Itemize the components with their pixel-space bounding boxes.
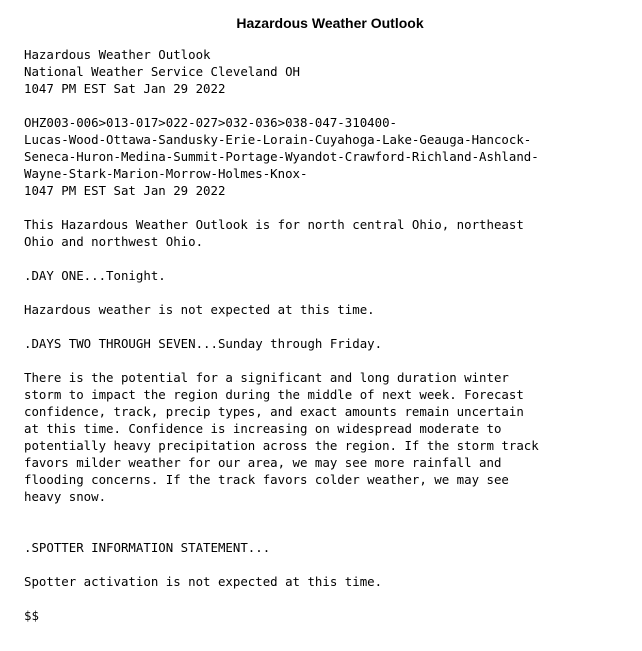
page-title: Hazardous Weather Outlook [236,15,424,31]
outlook-product-text: Hazardous Weather Outlook National Weather Service Cleveland OH 1047 PM EST Sat Jan 29 2022 OHZ003-006>013-017>022-027>032-036>038-047-310400- Lucas-Wood-Ottawa-Sandusky-Erie-Lorain-Cuyahoga-Lake-Geauga-Hancock- Seneca-Huron-Medina-Summit-Portage-Wyandot-Crawford-Richland-Ashland- Wayne-Stark-Marion-Morrow-Holmes-Knox- 1047 PM EST Sat Jan 29 2022 This Hazardous Weather Outlook is for north central Ohio, northeast Ohio and northwest Ohio. .DAY ONE...Tonight. Hazardous weather is not expected at this time. .DAYS TWO THROUGH SEVEN...Sunday through Friday. There is the potential for a significant and long duration winter storm to impact the region during the middle of next week. Forecast confidence, track, precip types, and exact amounts remain uncertain at this time. Confidence is increasing on widespread moderate to potentially heavy precipitation across the region. If the storm track favors milder weather for our area, we may see more rainfall and flooding concerns. If the track favors colder weather, we may see heavy snow. .SPOTTER INFORMATION STATEMENT... Spotter activation is not expected at this time. $$ [24,47,539,623]
